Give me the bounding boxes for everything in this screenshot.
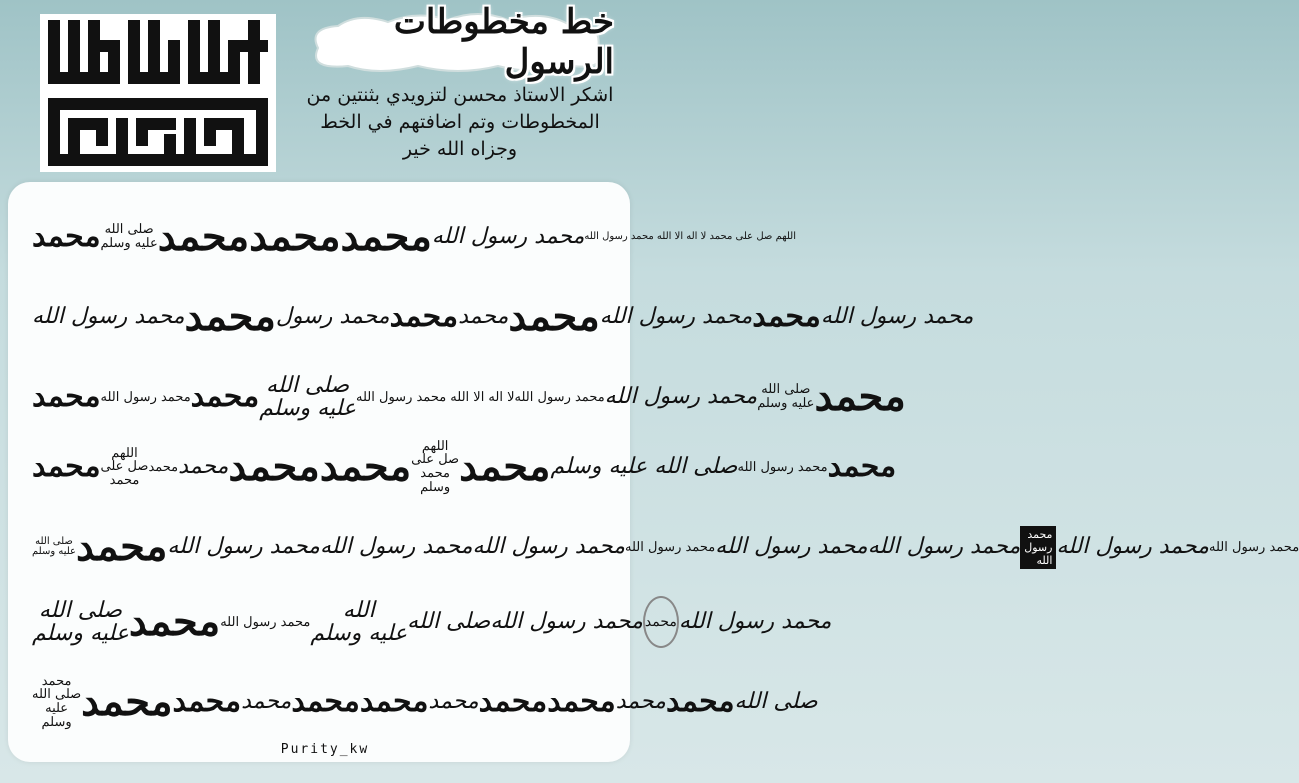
calligraphy-line: صلى الله <box>266 372 350 398</box>
calligraphy-sample: محمد <box>428 689 479 714</box>
calligraphy-sample: صلى الله <box>407 609 491 634</box>
calligraphy-sample: محمد <box>128 598 221 645</box>
calligraphy-line: عليه وسلم <box>310 621 408 646</box>
calligraphy-sample <box>259 374 356 420</box>
calligraphy-sample: محمد <box>148 459 179 475</box>
calligraphy-line: محمد <box>109 472 140 488</box>
calligraphy-sample: محمد <box>508 293 600 340</box>
kufic-logo <box>40 14 276 172</box>
calligraphy-sample: محمد <box>32 379 101 414</box>
calligraphy-sample: محمد <box>76 523 168 570</box>
calligraphy-sample: صلى الله عليه وسلم <box>550 454 738 479</box>
calligraphy-sample: محمد رسول الله <box>319 534 473 559</box>
calligraphy-sample: محمد رسول الله <box>604 384 758 409</box>
calligraphy-sample: محمد <box>184 293 276 340</box>
calligraphy-line: صلى الله <box>35 535 73 547</box>
calligraphy-line: اللهم <box>421 438 449 454</box>
calligraphy-sample: محمد <box>249 213 341 260</box>
calligraphy-sample: محمد <box>459 443 551 490</box>
calligraphy-line: عليه <box>45 701 69 716</box>
calligraphy-sample: محمد <box>190 379 260 414</box>
calligraphy-sample <box>32 675 81 730</box>
calligraphy-line: عليه وسلم <box>100 236 158 251</box>
calligraphy-line: صلى الله <box>761 382 811 398</box>
thanks-line: اشكر الاستاذ محسن لتزويدي بثنتين من <box>306 84 614 106</box>
calligraphy-sample: محمد رسول الله <box>431 224 585 249</box>
calligraphy-sample: محمد <box>291 684 360 719</box>
calligraphy-sample: محمد رسول الله <box>100 389 191 405</box>
calligraphy-sample: اللهم صل على محمد لا اله الا الله محمد رسول الله <box>584 231 796 242</box>
calligraphy-sample: محمد <box>547 684 616 719</box>
sample-row <box>32 362 906 432</box>
calligraphy-line: عليه وسلم <box>32 546 77 557</box>
calligraphy-sample: محمد رسول الله <box>472 534 626 559</box>
calligraphy-sample: محمد <box>81 678 173 725</box>
calligraphy-sample: محمد <box>478 684 548 719</box>
sample-row <box>32 432 897 502</box>
calligraphy-sample: محمد رسول الله <box>1209 539 1299 555</box>
calligraphy-sample: محمد رسول الله <box>1056 534 1210 559</box>
calligraphy-sample: صلى الله <box>734 689 818 714</box>
calligraphy-line: صل على <box>411 452 460 468</box>
calligraphy-sample-stamp: محمد <box>643 596 679 648</box>
calligraphy-sample <box>310 599 407 645</box>
calligraphy-sample <box>101 447 149 488</box>
calligraphy-line: عليه وسلم <box>259 396 357 421</box>
calligraphy-line: اللهم <box>111 445 138 461</box>
calligraphy-sample: محمد <box>172 684 242 719</box>
calligraphy-line: عليه وسلم <box>32 621 129 646</box>
sample-row <box>32 667 818 737</box>
sample-row <box>32 202 796 272</box>
sample-row <box>32 587 832 657</box>
calligraphy-line: محمد <box>420 466 450 481</box>
calligraphy-line: صلى الله <box>32 687 82 703</box>
calligraphy-sample: محمد <box>157 213 250 260</box>
calligraphy-sample: محمد رسول الله <box>220 614 311 630</box>
calligraphy-sample: محمد <box>319 443 412 490</box>
calligraphy-sample: محمد <box>814 373 906 420</box>
calligraphy-line: صلى الله <box>38 597 123 623</box>
calligraphy-sample: محمد <box>458 304 509 329</box>
calligraphy-sample: محمد رسول الله <box>32 304 185 329</box>
calligraphy-sample: محمد <box>389 299 459 334</box>
calligraphy-sample <box>101 223 158 250</box>
calligraphy-sample: محمد رسول الله <box>167 534 320 559</box>
credit-text: Purity_kw <box>280 742 370 757</box>
calligraphy-sample: محمد رسول <box>275 304 390 329</box>
thanks-line: المخطوطات وتم اضافتهم في الخط <box>320 111 600 133</box>
thanks-line: وجزاه الله خير <box>402 138 518 160</box>
title-banner <box>298 2 614 82</box>
calligraphy-line: وسلم <box>41 714 72 730</box>
calligraphy-sample <box>32 599 129 645</box>
calligraphy-sample: محمد <box>752 299 821 334</box>
calligraphy-sample <box>32 537 76 558</box>
calligraphy-sample: محمد <box>228 443 320 490</box>
calligraphy-line: الله <box>342 597 375 623</box>
calligraphy-sample: محمد رسول الله <box>625 539 716 555</box>
calligraphy-sample: لا اله الا الله محمد رسول الله <box>356 389 515 405</box>
calligraphy-sample-boxed: محمد رسول الله <box>1020 526 1056 569</box>
calligraphy-sample: محمد رسول الله <box>514 389 605 405</box>
calligraphy-line: محمد <box>41 673 72 689</box>
calligraphy-line: عليه وسلم <box>757 396 815 411</box>
calligraphy-sample: محمد رسول الله <box>678 609 832 634</box>
calligraphy-sample: محمد <box>827 449 897 484</box>
calligraphy-sample: محمد <box>241 689 292 714</box>
calligraphy-line: وسلم <box>420 479 451 495</box>
calligraphy-line: صل على <box>100 459 149 475</box>
sample-row <box>32 512 1299 582</box>
calligraphy-sample: محمد <box>32 449 101 484</box>
calligraphy-line: صلى الله <box>104 222 154 238</box>
thanks-message <box>290 82 630 163</box>
page-title: خط مخطوطات الرسول <box>393 2 614 82</box>
calligraphy-sample <box>757 383 814 410</box>
calligraphy-sample: محمد رسول الله <box>599 304 753 329</box>
calligraphy-panel <box>8 182 1299 762</box>
calligraphy-sample: محمد <box>340 213 432 260</box>
calligraphy-sample: محمد رسول الله <box>820 304 974 329</box>
calligraphy-sample: محمد رسول الله <box>715 534 868 559</box>
calligraphy-sample: محمد <box>359 684 429 719</box>
calligraphy-sample: محمد <box>32 219 101 254</box>
calligraphy-sample <box>411 440 459 495</box>
calligraphy-sample: محمد <box>178 454 229 479</box>
sample-row <box>32 282 974 352</box>
calligraphy-sample: محمد رسول الله <box>737 459 828 475</box>
calligraphy-sample: محمد <box>615 689 666 714</box>
calligraphy-sample: محمد رسول الله <box>867 534 1021 559</box>
calligraphy-sample: محمد رسول الله <box>490 609 643 634</box>
calligraphy-sample: محمد <box>665 684 735 719</box>
